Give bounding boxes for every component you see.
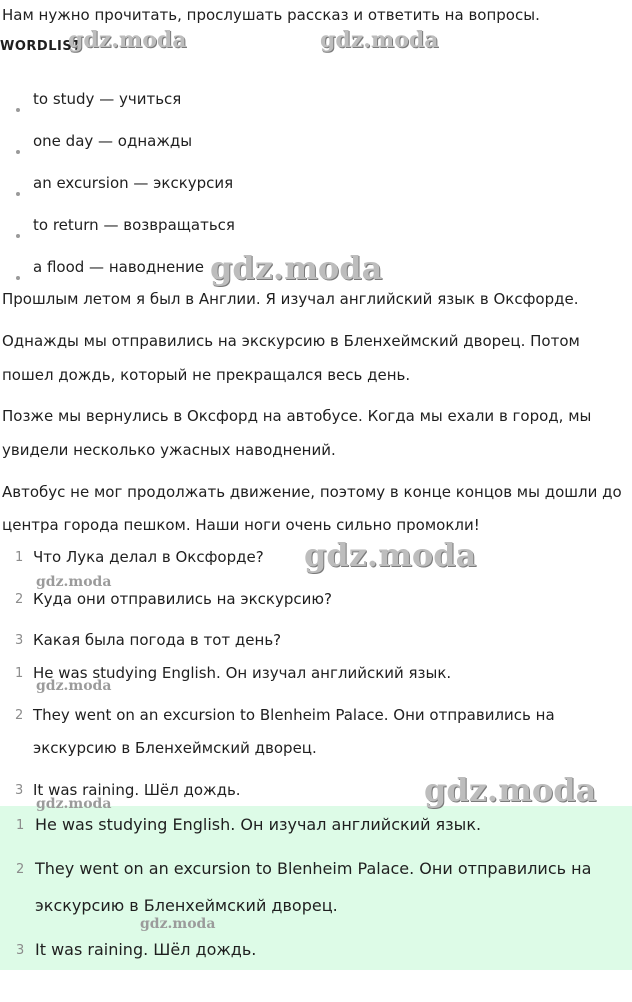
answer-number: 3 — [16, 943, 25, 958]
watermark: gdz.moda — [304, 536, 477, 574]
wordlist-item: one day — однажды — [33, 132, 193, 150]
answer-text: He was studying English. Он изучал английский язык. — [33, 664, 452, 682]
watermark: gdz.moda — [36, 574, 112, 590]
watermark: gdz.moda — [424, 771, 597, 809]
answer-text: He was studying English. Он изучал английский язык. — [35, 815, 482, 834]
answer-number: 3 — [15, 783, 24, 798]
answer-text-cont: экскурсию в Бленхеймский дворец. — [35, 896, 338, 915]
question-text: Куда они отправились на экскурсию? — [33, 590, 332, 608]
answer-text: It was raining. Шёл дождь. — [33, 781, 241, 799]
wordlist-item: to return — возвращаться — [33, 216, 235, 234]
question-text: Что Лука делал в Оксфорде? — [33, 548, 264, 566]
bullet-icon — [16, 192, 20, 196]
watermark: gdz.moda — [68, 27, 187, 53]
answer-number: 2 — [15, 708, 24, 723]
answer-text-cont: экскурсию в Бленхеймский дворец. — [33, 739, 317, 757]
question-number: 1 — [15, 550, 24, 565]
wordlist-title: WORDLIST — [0, 39, 82, 54]
watermark: gdz.moda — [36, 796, 112, 812]
question-number: 2 — [15, 592, 24, 607]
intro-text: Нам нужно прочитать, прослушать рассказ и ответить на вопросы. — [2, 6, 540, 24]
story-line: пошел дождь, который не прекращался весь день. — [2, 366, 411, 384]
bullet-icon — [16, 108, 20, 112]
watermark: gdz.moda — [320, 27, 439, 53]
question-text: Какая была погода в тот день? — [33, 631, 282, 649]
answer-text: They went on an excursion to Blenheim Palace. Они отправились на — [35, 859, 592, 878]
story-line: Однажды мы отправились на экскурсию в Бленхеймский дворец. Потом — [2, 332, 580, 350]
watermark: gdz.moda — [210, 249, 383, 287]
bullet-icon — [16, 276, 20, 280]
question-number: 3 — [15, 633, 24, 648]
story-line: Прошлым летом я был в Англии. Я изучал английский язык в Оксфорде. — [2, 290, 579, 308]
wordlist-item: to study — учиться — [33, 90, 182, 108]
story-line: увидели несколько ужасных наводнений. — [2, 441, 336, 459]
bullet-icon — [16, 150, 20, 154]
wordlist-item: an excursion — экскурсия — [33, 174, 234, 192]
answer-number: 2 — [16, 862, 25, 877]
answer-text: They went on an excursion to Blenheim Palace. Они отправились на — [33, 706, 555, 724]
watermark: gdz.moda — [140, 916, 216, 932]
story-line: центра города пешком. Наши ноги очень сильно промокли! — [2, 516, 480, 534]
wordlist-item: a flood — наводнение — [33, 258, 205, 276]
watermark: gdz.moda — [36, 678, 112, 694]
story-line: Автобус не мог продолжать движение, поэтому в конце концов мы дошли до — [2, 483, 622, 501]
story-line: Позже мы вернулись в Оксфорд на автобусе. Когда мы ехали в город, мы — [2, 407, 592, 425]
answer-number: 1 — [16, 818, 25, 833]
answer-text: It was raining. Шёл дождь. — [35, 940, 257, 959]
answer-number: 1 — [15, 666, 24, 681]
bullet-icon — [16, 234, 20, 238]
